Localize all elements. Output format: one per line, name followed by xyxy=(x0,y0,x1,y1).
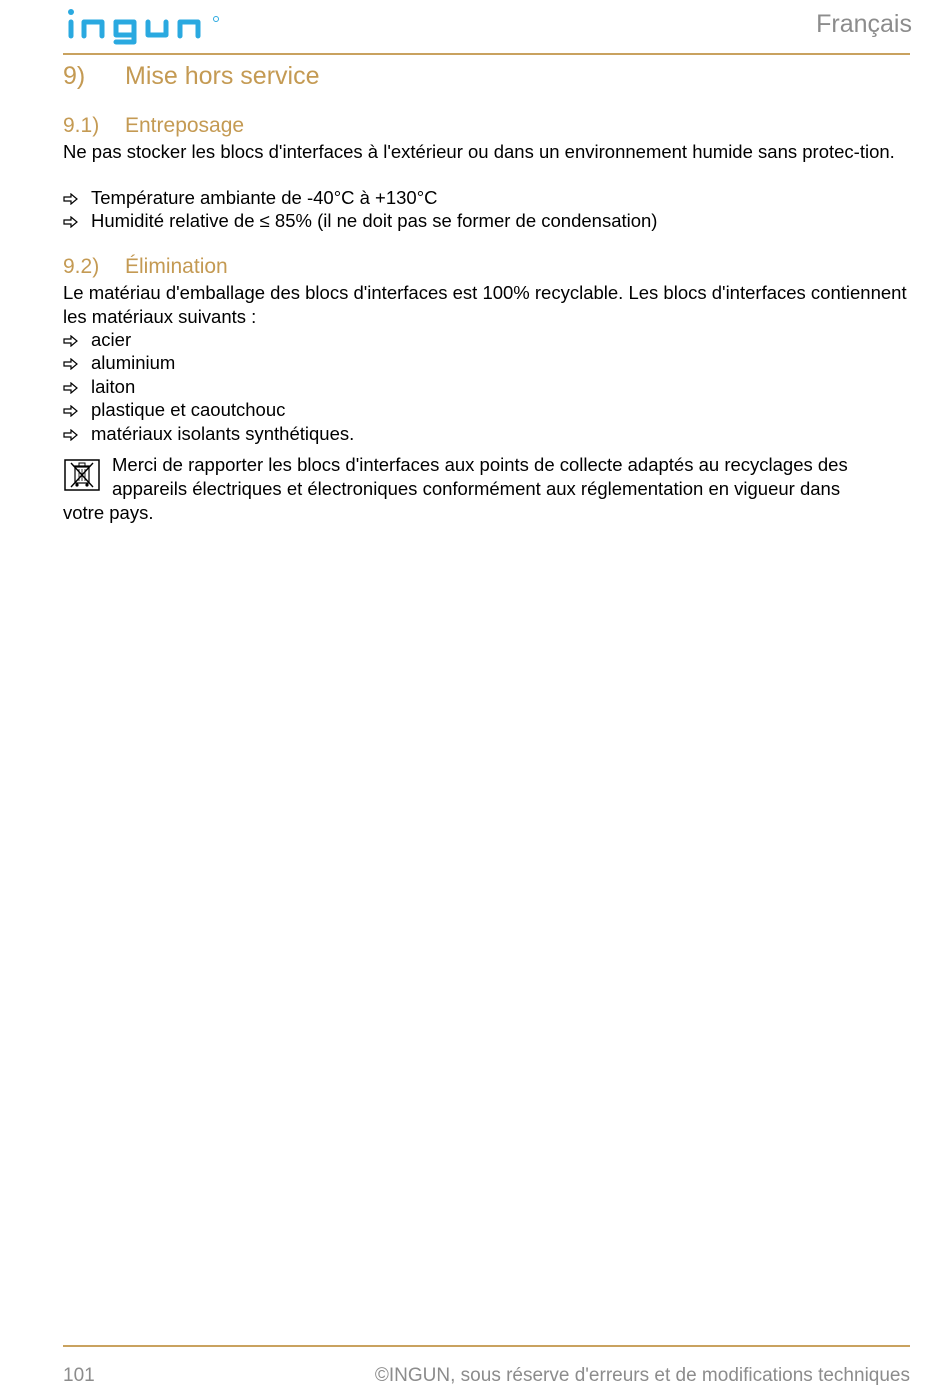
disposal-paragraph: Le matériau d'emballage des blocs d'interfaces est 100% recyclable. Les blocs d'interfaces contiennent les matériaux suivants : xyxy=(63,282,907,327)
subsection-number: 9.2) xyxy=(63,255,100,278)
subsection-number: 9.1) xyxy=(63,114,100,137)
list-item xyxy=(63,328,131,352)
list-item xyxy=(63,186,437,210)
list-item xyxy=(63,351,175,375)
note-line: Merci de rapporter les blocs d'interfaces aux points de collecte adaptés au recyclages des xyxy=(112,454,848,475)
list-item-text: Température ambiante de -40°C à +130°C xyxy=(91,187,438,208)
page-number: 101 xyxy=(63,1365,95,1386)
language-label: Français xyxy=(816,10,912,38)
note-line: votre pays. xyxy=(63,502,154,523)
arrow-right-icon xyxy=(63,216,91,228)
subsection-heading-disposal xyxy=(63,255,228,279)
arrow-right-icon xyxy=(63,335,91,347)
arrow-right-icon xyxy=(63,358,91,370)
footer-divider xyxy=(63,1345,910,1347)
list-item xyxy=(63,209,657,233)
section-heading xyxy=(63,62,320,91)
list-item-text: matériaux isolants synthétiques. xyxy=(91,423,355,444)
header-divider xyxy=(63,53,910,55)
list-item xyxy=(63,375,135,399)
copyright-text: ©INGUN, sous réserve d'erreurs et de modifications techniques xyxy=(374,1365,910,1386)
subsection-title: Entreposage xyxy=(125,114,245,137)
section-title: Mise hors service xyxy=(125,62,320,90)
section-number: 9) xyxy=(63,62,86,90)
arrow-right-icon xyxy=(63,193,91,205)
list-item-text: laiton xyxy=(91,376,136,397)
recycling-note xyxy=(63,453,911,525)
list-item-text: Humidité relative de ≤ 85% (il ne doit pas se former de condensation) xyxy=(91,210,658,231)
list-item-text: plastique et caoutchouc xyxy=(91,399,286,420)
note-line: appareils électriques et électroniques conformément aux réglementation en vigueur dans xyxy=(112,478,841,499)
arrow-right-icon xyxy=(63,382,91,394)
list-item-text: aluminium xyxy=(91,352,176,373)
list-item-text: acier xyxy=(91,329,132,350)
list-item xyxy=(63,398,285,422)
list-item xyxy=(63,422,354,446)
subsection-heading-storage xyxy=(63,114,244,138)
subsection-title: Élimination xyxy=(125,255,228,278)
arrow-right-icon xyxy=(63,405,91,417)
arrow-right-icon xyxy=(63,429,91,441)
ingun-logo xyxy=(66,6,224,46)
storage-paragraph: Ne pas stocker les blocs d'interfaces à l'extérieur ou dans un environnement humide sans protec-tion. xyxy=(63,141,895,162)
